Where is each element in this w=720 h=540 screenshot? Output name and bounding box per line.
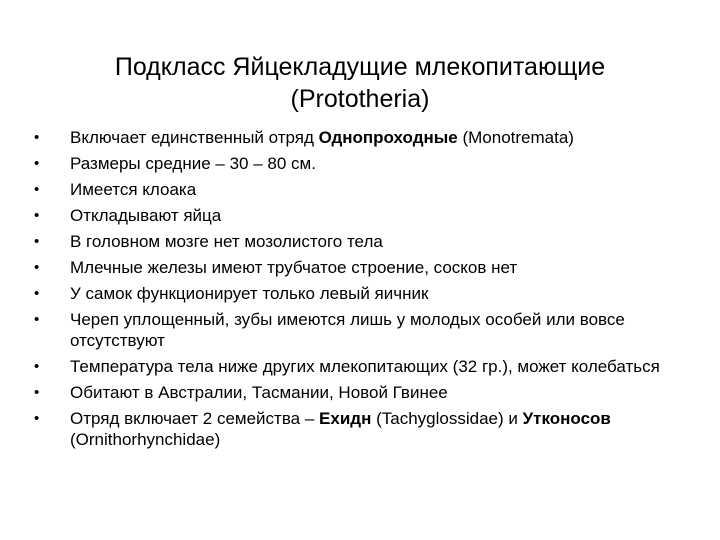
bullet-text: Млечные железы имеют трубчатое строение, сосков нет	[70, 258, 518, 277]
bullet-text-part: (Ornithorhynchidae)	[70, 430, 221, 449]
bullet-text: В головном мозге нет мозолистого тела	[70, 232, 383, 251]
bullet-text-part: Отряд включает 2 семейства –	[70, 409, 320, 428]
bullet-item-5	[34, 231, 674, 252]
bullet-list	[34, 127, 674, 455]
bullet-text: Откладывают яйца	[70, 206, 222, 225]
bullet-icon: •	[34, 410, 40, 427]
bullet-icon: •	[34, 285, 40, 302]
bullet-item-10	[34, 382, 674, 403]
bullet-icon: •	[34, 311, 40, 328]
bullet-text: Обитают в Австралии, Тасмании, Новой Гвинее	[70, 383, 448, 402]
bullet-text-bold: Утконосов	[522, 409, 611, 428]
bullet-text: Череп уплощенный, зубы имеются лишь у молодых особей или вовсе отсутствуют	[70, 310, 625, 350]
bullet-item-1	[34, 127, 674, 148]
bullet-text	[70, 128, 574, 147]
bullet-icon: •	[34, 155, 40, 172]
bullet-item-6	[34, 257, 674, 278]
bullet-text-part: Включает единственный отряд	[70, 128, 319, 147]
bullet-text	[70, 409, 611, 449]
bullet-item-11	[34, 408, 674, 450]
bullet-icon: •	[34, 384, 40, 401]
bullet-text-bold: Однопроходные	[318, 128, 458, 147]
bullet-item-8	[34, 309, 674, 351]
slide-title	[60, 51, 660, 115]
bullet-item-9	[34, 356, 674, 377]
bullet-icon: •	[34, 129, 40, 146]
bullet-text: Имеется клоака	[70, 180, 197, 199]
bullet-item-3	[34, 179, 674, 200]
bullet-text: Размеры средние – 30 – 80 см.	[70, 154, 316, 173]
bullet-item-4	[34, 205, 674, 226]
bullet-text: У самок функционирует только левый яичник	[70, 284, 429, 303]
bullet-text-bold: Ехидн	[319, 409, 372, 428]
bullet-text-part: (Monotremata)	[457, 128, 574, 147]
bullet-icon: •	[34, 233, 40, 250]
title-line-1: Подкласс Яйцекладущие млекопитающие	[114, 52, 606, 81]
bullet-icon: •	[34, 259, 40, 276]
title-line-2: (Prototheria)	[290, 84, 430, 113]
bullet-icon: •	[34, 207, 40, 224]
bullet-item-7	[34, 283, 674, 304]
bullet-text: Температура тела ниже других млекопитающих (32 гр.), может колебаться	[70, 357, 660, 376]
bullet-text-part: (Tachyglossidae) и	[371, 409, 523, 428]
bullet-item-2	[34, 153, 674, 174]
bullet-icon: •	[34, 181, 40, 198]
bullet-icon: •	[34, 358, 40, 375]
